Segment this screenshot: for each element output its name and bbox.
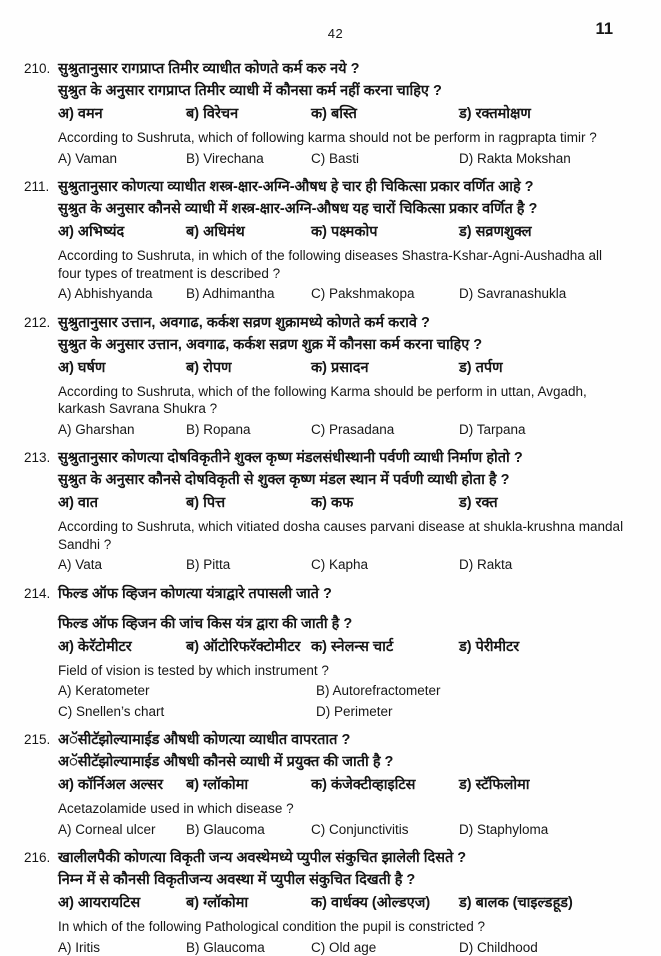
option-dev-d: ड) रक्त xyxy=(459,492,506,514)
question-text-marathi: खालीलपैकी कोणत्या विकृती जन्य अवस्थेमध्ये प्युपील संकुचित झालेली दिसते ? xyxy=(58,847,627,869)
question-text-english: According to Sushruta, which of following karma should not be perform in ragprapta timir ? xyxy=(58,129,627,147)
option-en-d: D) Savranashukla xyxy=(459,285,574,303)
question-text-hindi: सुश्रुत के अनुसार कौनसे व्याधी में शस्त्र-क्षार-अग्नि-औषध यह चारों चिकित्सा प्रकार वर्णित है ? xyxy=(58,198,627,220)
question-text-english: Acetazolamide used in which disease ? xyxy=(58,800,627,818)
question-text-hindi: अॅसीटॅझोल्यामाईड औषधी कौनसे व्याधी में प्रयुक्त की जाती है ? xyxy=(58,751,627,773)
question-text-hindi: सुश्रुत के अनुसार कौनसे दोषविकृती से शुक्ल कृष्ण मंडल स्थान में पर्वणी व्याधी होता है ? xyxy=(58,469,627,491)
options-english xyxy=(58,421,627,439)
option-dev-d: ड) स्टॅफिलोमा xyxy=(459,774,538,796)
option-en-a: A) Vaman xyxy=(58,150,186,168)
option-dev-b: ब) विरेचन xyxy=(186,103,311,125)
options-english-row-2 xyxy=(58,703,627,721)
options-devanagari xyxy=(58,357,627,379)
option-dev-a: अ) कॉर्निअल अल्सर xyxy=(58,774,186,796)
question-text-marathi: सुश्रुतानुसार कोणत्या दोषविकृतीने शुक्ल कृष्ण मंडलसंधीस्थानी पर्वणी व्याधी निर्माण होतो ? xyxy=(58,447,627,469)
option-dev-c: क) कंजेक्टीव्हाइटिस xyxy=(311,774,459,796)
option-dev-b: ब) ग्लॉकोमा xyxy=(186,774,311,796)
option-en-a: A) Abhishyanda xyxy=(58,285,186,303)
option-dev-b: ब) ऑटोरिफरॅक्टोमीटर xyxy=(186,636,311,658)
option-en-b: B) Glaucoma xyxy=(186,821,311,839)
question-text-marathi: सुश्रुतानुसार कोणत्या व्याधीत शस्त्र-क्षार-अग्नि-औषध हे चार ही चिकित्सा प्रकार वर्णित आहे ? xyxy=(58,176,627,198)
option-en-b: B) Pitta xyxy=(186,556,311,574)
option-dev-a: अ) वमन xyxy=(58,103,186,125)
question-text-hindi: सुश्रुत के अनुसार रागप्राप्त तिमीर व्याधी में कौनसा कर्म नहीं करना चाहिए ? xyxy=(58,80,627,102)
option-en-c: C) Kapha xyxy=(311,556,459,574)
question-number: 210. xyxy=(24,58,58,167)
question-text-english: According to Sushruta, in which of the following diseases Shastra-Kshar-Agni-Aushadha all four types of treatment is described ? xyxy=(58,247,627,282)
question-211 xyxy=(24,176,627,303)
options-devanagari xyxy=(58,103,627,125)
option-dev-a: अ) वात xyxy=(58,492,186,514)
option-dev-c: क) वार्धक्य (ओल्डएज) xyxy=(311,892,459,914)
option-en-a: A) Gharshan xyxy=(58,421,186,439)
question-text-english: Field of vision is tested by which instrument ? xyxy=(58,662,627,680)
options-devanagari xyxy=(58,221,627,243)
question-213 xyxy=(24,447,627,574)
option-dev-d: ड) रक्तमोक्षण xyxy=(459,103,539,125)
option-dev-d: ड) तर्पण xyxy=(459,357,511,379)
question-text-marathi: सुश्रुतानुसार उत्तान, अवगाढ, कर्कश सव्रण शुक्रामध्ये कोणते कर्म करावे ? xyxy=(58,312,627,334)
question-214 xyxy=(24,583,627,721)
option-dev-c: क) बस्ति xyxy=(311,103,459,125)
options-english xyxy=(58,150,627,168)
option-dev-b: ब) ग्लॉकोमा xyxy=(186,892,311,914)
question-text-english: According to Sushruta, which vitiated dosha causes parvani disease at shukla-krushna mandal Sandhi ? xyxy=(58,518,627,553)
options-english xyxy=(58,939,627,956)
option-en-d: D) Perimeter xyxy=(316,703,401,721)
question-text-hindi: निम्न में से कौनसी विकृतीजन्य अवस्था में प्युपील संकुचित दिखती है ? xyxy=(58,869,627,891)
option-dev-a: अ) आयरायटिस xyxy=(58,892,186,914)
question-number: 212. xyxy=(24,312,58,439)
option-en-d: D) Tarpana xyxy=(459,421,534,439)
question-text-marathi: फिल्ड ऑफ व्हिजन कोणत्या यंत्राद्वारे तपासली जाते ? xyxy=(58,583,627,605)
option-dev-b: ब) रोपण xyxy=(186,357,311,379)
option-dev-c: क) पक्ष्मकोप xyxy=(311,221,459,243)
question-text-hindi: सुश्रुत के अनुसार उत्तान, अवगाढ, कर्कश सव्रण शुक्र में कौनसा कर्म करना चाहिए ? xyxy=(58,334,627,356)
question-215 xyxy=(24,729,627,838)
question-number: 215. xyxy=(24,729,58,838)
options-english-row-1 xyxy=(58,682,627,700)
option-en-d: D) Rakta xyxy=(459,556,520,574)
question-text-english: According to Sushruta, which of the following Karma should be perform in uttan, Avgadh, karkash Savrana Shukra ? xyxy=(58,383,627,418)
option-en-b: B) Ropana xyxy=(186,421,311,439)
options-devanagari xyxy=(58,774,627,796)
question-number: 216. xyxy=(24,847,58,956)
option-en-c: C) Conjunctivitis xyxy=(311,821,459,839)
option-en-d: D) Staphyloma xyxy=(459,821,556,839)
question-text-marathi: अॅसीटॅझोल्यामाईड औषधी कोणत्या व्याधीत वापरतात ? xyxy=(58,729,627,751)
option-en-a: A) Keratometer xyxy=(58,682,316,700)
option-en-a: A) Vata xyxy=(58,556,186,574)
options-english xyxy=(58,285,627,303)
question-216 xyxy=(24,847,627,956)
question-number: 211. xyxy=(24,176,58,303)
option-en-b: B) Glaucoma xyxy=(186,939,311,956)
option-en-c: C) Prasadana xyxy=(311,421,459,439)
option-dev-c: क) स्नेलन्स चार्ट xyxy=(311,636,459,658)
question-212 xyxy=(24,312,627,439)
option-en-a: A) Corneal ulcer xyxy=(58,821,186,839)
option-dev-a: अ) घर्षण xyxy=(58,357,186,379)
options-devanagari xyxy=(58,892,627,914)
option-en-c: C) Pakshmakopa xyxy=(311,285,459,303)
option-en-d: D) Childhood xyxy=(459,939,546,956)
option-en-b: B) Virechana xyxy=(186,150,311,168)
option-dev-d: ड) बालक (चाइल्डहूड) xyxy=(459,892,581,914)
question-number: 214. xyxy=(24,583,58,721)
question-text-marathi: सुश्रुतानुसार रागप्राप्त तिमीर व्याधीत कोणते कर्म करु नये ? xyxy=(58,58,627,80)
option-en-b: B) Adhimantha xyxy=(186,285,311,303)
options-devanagari xyxy=(58,636,627,658)
option-en-b: B) Autorefractometer xyxy=(316,682,449,700)
question-text-hindi: फिल्ड ऑफ व्हिजन की जांच किस यंत्र द्वारा की जाती है ? xyxy=(58,613,627,635)
option-dev-c: क) कफ xyxy=(311,492,459,514)
options-devanagari xyxy=(58,492,627,514)
sheet-number: 42 xyxy=(44,26,627,41)
option-dev-c: क) प्रसादन xyxy=(311,357,459,379)
option-en-c: C) Snellen’s chart xyxy=(58,703,316,721)
question-number: 213. xyxy=(24,447,58,574)
option-dev-a: अ) अभिष्यंद xyxy=(58,221,186,243)
question-text-english: In which of the following Pathological condition the pupil is constricted ? xyxy=(58,918,627,936)
question-210 xyxy=(24,58,627,167)
page-header xyxy=(24,26,627,50)
option-en-d: D) Rakta Mokshan xyxy=(459,150,579,168)
option-en-a: A) Iritis xyxy=(58,939,186,956)
page-number: 11 xyxy=(596,20,613,39)
option-dev-d: ड) पेरीमीटर xyxy=(459,636,527,658)
option-en-c: C) Old age xyxy=(311,939,459,956)
options-english xyxy=(58,821,627,839)
option-dev-a: अ) केरॅटोमीटर xyxy=(58,636,186,658)
option-dev-b: ब) पित्त xyxy=(186,492,311,514)
option-dev-b: ब) अधिमंथ xyxy=(186,221,311,243)
options-english xyxy=(58,556,627,574)
option-en-c: C) Basti xyxy=(311,150,459,168)
option-dev-d: ड) सव्रणशुक्ल xyxy=(459,221,540,243)
